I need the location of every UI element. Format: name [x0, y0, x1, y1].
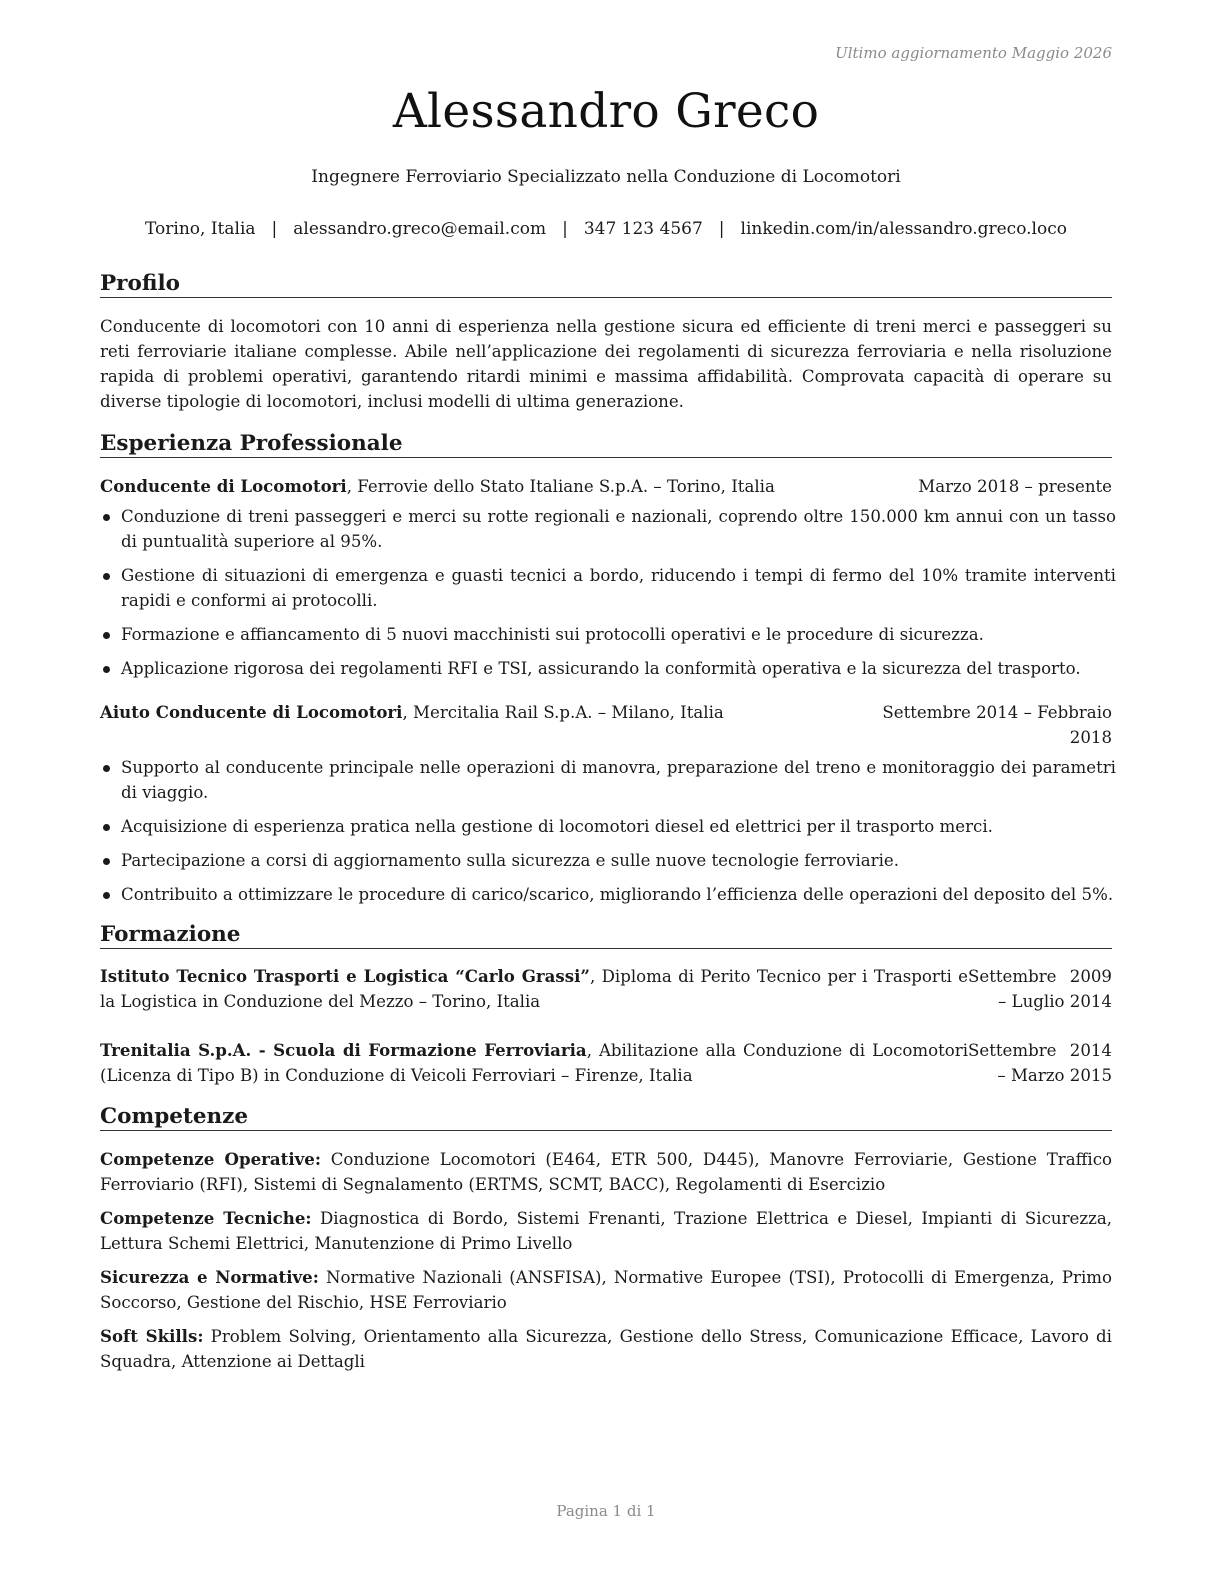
candidate-name: Alessandro Greco [392, 84, 820, 139]
job-role: Aiuto Conducente di Locomotori [100, 702, 403, 722]
list-item: Applicazione rigorosa dei regolamenti RFI e TSI, assicurando la conformità operativa e la sicurezza del trasporto. [100, 656, 1116, 681]
education-item [100, 1038, 1112, 1088]
email-link[interactable]: alessandro.greco@email.com [293, 219, 547, 239]
education-item [100, 964, 1112, 1014]
job-bullets [100, 504, 1116, 690]
education-dates: Settembre 2009 – Luglio 2014 [968, 967, 1112, 1011]
job-company: , Mercitalia Rail S.p.A. – Milano, Italia [402, 703, 724, 722]
linkedin-link[interactable]: linkedin.com/in/alessandro.greco.loco [740, 219, 1067, 239]
skill-label: Soft Skills: [100, 1326, 204, 1346]
school-name: Istituto Tecnico Trasporti e Logistica “Carlo Grassi” [100, 966, 590, 986]
list-item: Contribuito a ottimizzare le procedure di carico/scarico, migliorando l’efficienza delle operazioni del deposito del 5%. [100, 882, 1116, 907]
list-item: Supporto al conducente principale nelle operazioni di manovra, preparazione del treno e monitoraggio dei parametri di viaggio. [100, 755, 1116, 805]
school-name: Trenitalia S.p.A. - Scuola di Formazione Ferroviaria [100, 1040, 587, 1060]
job-dates: Settembre 2014 – Febbraio 2018 [882, 703, 1112, 747]
separator: | [718, 219, 725, 239]
skill-label: Competenze Tecniche: [100, 1208, 312, 1228]
contact-line [0, 219, 1212, 239]
candidate-subtitle: Ingegnere Ferroviario Specializzato nella Conduzione di Locomotori [311, 167, 901, 187]
list-item: Acquisizione di esperienza pratica nella gestione di locomotori diesel ed elettrici per il trasporto merci. [100, 814, 1116, 839]
skill-group [100, 1324, 1112, 1374]
job-company: , Ferrovie dello Stato Italiane S.p.A. – Torino, Italia [346, 477, 775, 496]
separator: | [562, 219, 568, 239]
skill-text: Problem Solving, Orientamento alla Sicurezza, Gestione dello Stress, Comunicazione Efficace, Lavoro di Squadra, Attenzione ai Dettagli [100, 1327, 1112, 1371]
job-dates: Marzo 2018 – presente [918, 477, 1112, 496]
skill-group [100, 1206, 1112, 1256]
job-bullets [100, 755, 1116, 916]
job-header [100, 700, 1112, 747]
list-item: Conduzione di treni passeggeri e merci su rotte regionali e nazionali, coprendo oltre 150.000 km annui con un tasso di puntualità superiore al 95%. [100, 504, 1116, 554]
skill-label: Sicurezza e Normative: [100, 1267, 319, 1287]
school-detail: , Abilitazione alla Conduzione di Locomotori (Licenza di Tipo B) in Conduzione di Veicoli Ferroviari – Firenze, Italia [100, 1041, 969, 1085]
job-header [100, 474, 1112, 499]
profile-text: Conducente di locomotori con 10 anni di esperienza nella gestione sicura ed efficiente di treni merci e passeggeri su reti ferroviarie italiane complesse. Abile nell’applicazione dei regolamenti di sicurezza ferroviaria e nella risoluzione rapida di problemi operativi, garantendo ritardi minimi e massima affidabilità. Comprovata capacità di operare su diverse tipologie di locomotori, inclusi modelli di ultima generazione. [100, 317, 1112, 411]
location: Torino, Italia [145, 219, 256, 239]
skill-text: Normative Nazionali (ANSFISA), Normative Europee (TSI), Protocolli di Emergenza, Primo Soccorso, Gestione del Rischio, HSE Ferroviario [100, 1268, 1112, 1312]
skill-text: Conduzione Locomotori (E464, ETR 500, D445), Manovre Ferroviarie, Gestione Traffico Ferroviario (RFI), Sistemi di Segnalamento (ERTMS, SCMT, BACC), Regolamenti di Esercizio [100, 1150, 1112, 1194]
section-title-experience: Esperienza Professionale [100, 431, 1112, 458]
job-role: Conducente di Locomotori [100, 476, 347, 496]
section-title-profile: Profilo [100, 271, 1112, 298]
separator: | [271, 219, 278, 239]
section-title-education: Formazione [100, 922, 1112, 949]
skill-group [100, 1147, 1112, 1197]
page-number: Pagina 1 di 1 [556, 1502, 656, 1520]
skill-group [100, 1265, 1112, 1315]
phone-number: 347 123 4567 [583, 219, 703, 239]
list-item: Formazione e affiancamento di 5 nuovi macchinisti sui protocolli operativi e le procedure di sicurezza. [100, 622, 1116, 647]
section-title-skills: Competenze [100, 1104, 1112, 1131]
list-item: Gestione di situazioni di emergenza e guasti tecnici a bordo, riducendo i tempi di fermo del 10% tramite interventi rapidi e conformi ai protocolli. [100, 563, 1116, 613]
school-detail: , Diploma di Perito Tecnico per i Trasporti e la Logistica in Conduzione del Mezzo – Torino, Italia [100, 967, 968, 1011]
skill-text: Diagnostica di Bordo, Sistemi Frenanti, Trazione Elettrica e Diesel, Impianti di Sicurezza, Lettura Schemi Elettrici, Manutenzione di Primo Livello [100, 1209, 1112, 1253]
education-dates: Settembre 2014 – Marzo 2015 [968, 1041, 1112, 1085]
last-updated: Ultimo aggiornamento Maggio 2026 [835, 44, 1112, 62]
list-item: Partecipazione a corsi di aggiornamento sulla sicurezza e sulle nuove tecnologie ferroviarie. [100, 848, 1116, 873]
skill-label: Competenze Operative: [100, 1149, 321, 1169]
